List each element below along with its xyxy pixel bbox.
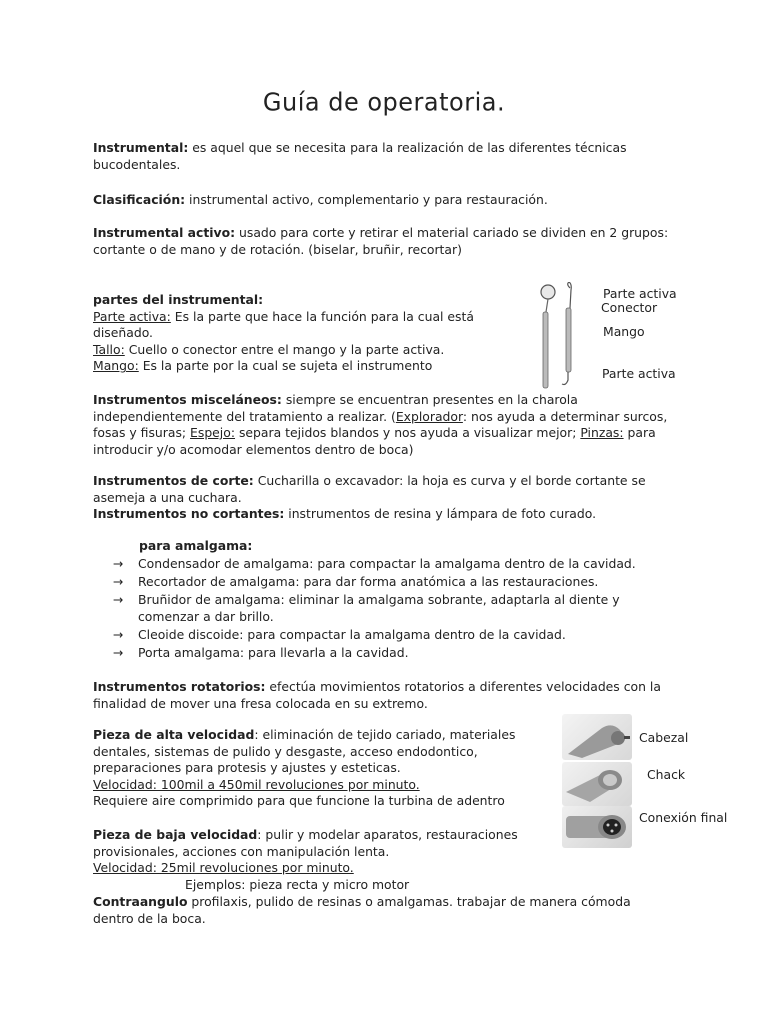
definition: usado para corte y retirar el material cariado se dividen en 2 grupos: cortante o de mano y de rotación. (biselar, bruñir, recortar): [93, 225, 669, 257]
arrow-icon: →: [113, 556, 124, 571]
list-item: → Bruñidor de amalgama: eliminar la amalgama sobrante, adaptarla al diente y comenzar a dar brillo.: [113, 592, 620, 624]
page-title: Guía de operatoria.: [262, 87, 506, 117]
list-item: → Condensador de amalgama: para compactar la amalgama dentro de la cavidad.: [113, 556, 636, 571]
amalgama-heading: para amalgama:: [139, 538, 253, 553]
list-item: → Recortador de amalgama: para dar forma anatómica a las restauraciones.: [113, 574, 599, 590]
amalgama-list: [113, 556, 673, 663]
label-chack: Chack: [647, 767, 686, 782]
handpiece-connection-photo: [562, 806, 632, 848]
paragraph-instrumental: [93, 140, 673, 173]
part-item: Mango: Es la parte por la cual se sujeta el instrumento: [93, 358, 433, 374]
label-parte-activa-bottom: Parte activa: [602, 366, 676, 381]
label-parte-activa-top: Parte activa: [603, 286, 677, 301]
paragraph-alta-velocidad: Pieza de alta velocidad: eliminación de tejido cariado, materiales dentales, sistemas de pulido y desgaste, acceso endodontico, preparaciones para protesis y ajustes y esteticas. Velocidad: 100mil a 450mil revoluciones por minuto. Requiere aire comprimido para que funcione la turbina de adentro: [93, 727, 516, 809]
paragraph-clasificacion: [93, 192, 673, 209]
dental-instruments-illustration: [532, 282, 592, 392]
label-conexion-final: Conexión final: [639, 810, 728, 825]
part-item: Parte activa: Es la parte que hace la función para la cual está diseñado.: [93, 308, 474, 341]
paragraph-baja-velocidad: Pieza de baja velocidad: pulir y modelar aparatos, restauraciones provisionales, acciones con manipulación lenta. Velocidad: 25mil revoluciones por minuto. Ejemplos: pieza recta y micro motor: [93, 827, 518, 892]
arrow-icon: →: [113, 644, 124, 660]
term: Instrumental activo:: [93, 225, 236, 240]
term: Instrumental:: [93, 140, 189, 155]
paragraph-miscelaneos: Instrumentos misceláneos: siempre se encuentran presentes en la charola independientemente del tratamiento a realizar. (Explorador: nos ayuda a determinar surcos, fosas y fisuras; Espejo: separa tejidos blandos y nos ayuda a visualizar mejor; Pinzas: para introducir y/o acomodar elementos dentro de boca): [93, 392, 668, 457]
paragraph-instrumental-activo: [93, 225, 673, 258]
definition: es aquel que se necesita para la realización de las diferentes técnicas bucodentales.: [93, 140, 627, 172]
paragraph-rotatorios: Instrumentos rotatorios: efectúa movimientos rotatorios a diferentes velocidades con la finalidad de mover una fresa colocada en su extremo.: [93, 679, 661, 711]
handpiece-chuck-photo: [562, 762, 632, 806]
arrow-icon: →: [113, 592, 124, 608]
label-mango: Mango: [603, 324, 645, 339]
list-item: → Cleoide discoide: para compactar la amalgama dentro de la cavidad.: [113, 626, 566, 642]
arrow-icon: →: [113, 626, 124, 642]
label-cabezal: Cabezal: [639, 730, 689, 745]
arrow-icon: →: [113, 574, 124, 590]
handpiece-head-photo: [562, 714, 632, 760]
list-item: → Porta amalgama: para llevarla a la cavidad.: [113, 644, 409, 660]
part-item: Tallo: Cuello o conector entre el mango y la parte activa.: [93, 341, 445, 357]
parts-section: [93, 292, 533, 375]
paragraph-corte: Instrumentos de corte: Cucharilla o excavador: la hoja es curva y el borde cortante se asemeja a una cuchara. Instrumentos no cortantes: instrumentos de resina y lámpara de foto curado.: [93, 473, 646, 522]
label-conector: Conector: [601, 300, 658, 315]
term: Clasificación:: [93, 192, 186, 207]
parts-heading: partes del instrumental:: [93, 292, 264, 307]
definition: instrumental activo, complementario y para restauración.: [185, 192, 548, 207]
paragraph-contraangulo: Contraangulo profilaxis, pulido de resinas o amalgamas. trabajar de manera cómoda dentro de la boca.: [93, 894, 631, 926]
